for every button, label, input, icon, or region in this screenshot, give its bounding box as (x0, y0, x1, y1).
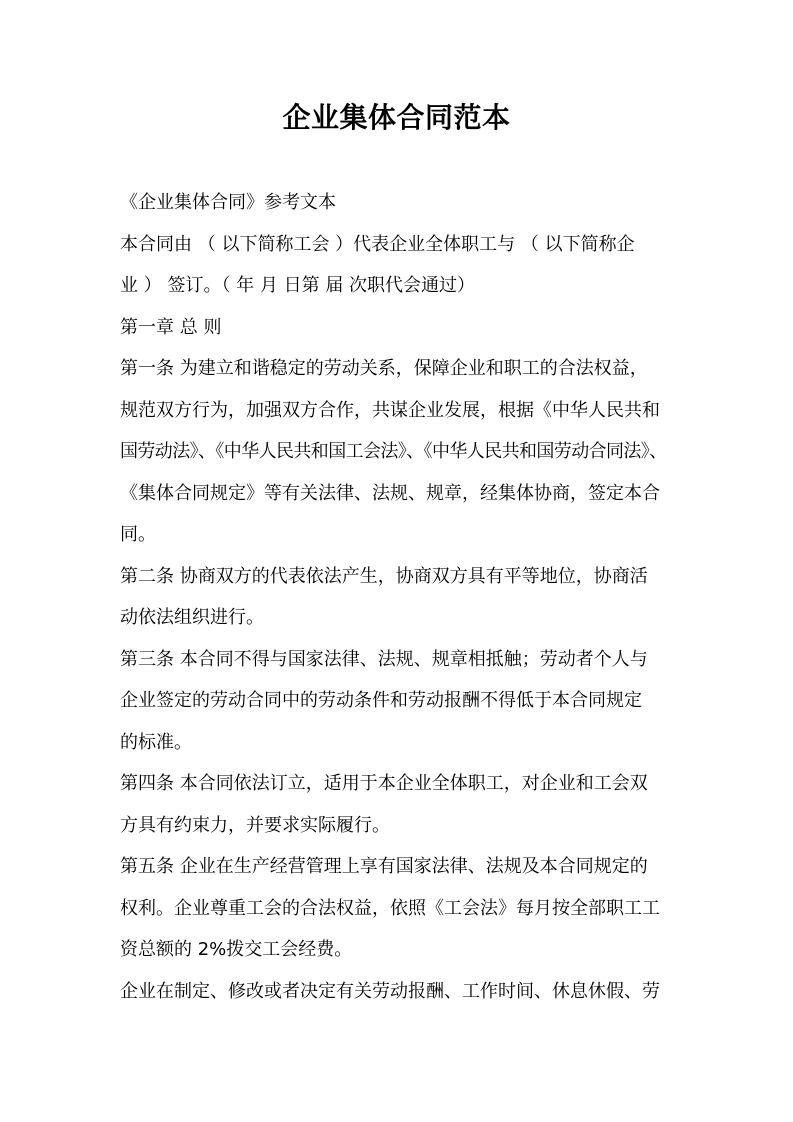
text-line: 规范双方行为，加强双方合作，共谋企业发展，根据《中华人民共和 (120, 399, 660, 421)
text-line: 资总额的 2%拨交工会经费。 (120, 939, 353, 960)
text-line: 第一条 为建立和谐稳定的劳动关系，保障企业和职工的合法权益， (120, 358, 648, 379)
text-line: 同。 (120, 524, 156, 545)
text-line: 的标准。 (120, 731, 192, 753)
chapter-heading: 第一章 总 则 (120, 316, 222, 338)
text-line: 第二条 协商双方的代表依法产生，协商双方具有平等地位，协商活 (120, 565, 648, 587)
text-line: 本合同由 （ 以下简称工会 ）代表企业全体职工与 （ 以下简称企 (120, 233, 635, 255)
text-line: 企业签定的劳动合同中的劳动条件和劳动报酬不得低于本合同规定 (120, 690, 642, 711)
text-line: 方具有约束力，并要求实际履行。 (120, 814, 390, 836)
text-line: 权利。企业尊重工会的合法权益，依照《工会法》每月按全部职工工 (120, 897, 660, 919)
text-line: 《企业集体合同》参考文本 (120, 192, 336, 213)
text-line: 国劳动法》、《中华人民共和国工会法》、《中华人民共和国劳动合同法》、 (120, 441, 667, 462)
document-body (120, 182, 680, 1012)
text-line: 第三条 本合同不得与国家法律、法规、规章相抵触；劳动者个人与 (120, 648, 648, 670)
document-title: 企业集体合同范本 (282, 101, 511, 134)
text-line: 企业在制定、修改或者决定有关劳动报酬、工作时间、休息休假、劳 (120, 980, 660, 1002)
text-line: 第五条 企业在生产经营管理上享有国家法律、法规及本合同规定的 (120, 856, 648, 877)
text-line: 《集体合同规定》等有关法律、法规、规章，经集体协商，签定本合 (120, 482, 660, 504)
text-line: 第四条 本合同依法订立，适用于本企业全体职工，对企业和工会双 (120, 773, 648, 794)
text-line: 业 ） 签订。（ 年 月 日第 届 次职代会通过） (120, 275, 476, 296)
text-line: 动依法组织进行。 (120, 607, 264, 628)
